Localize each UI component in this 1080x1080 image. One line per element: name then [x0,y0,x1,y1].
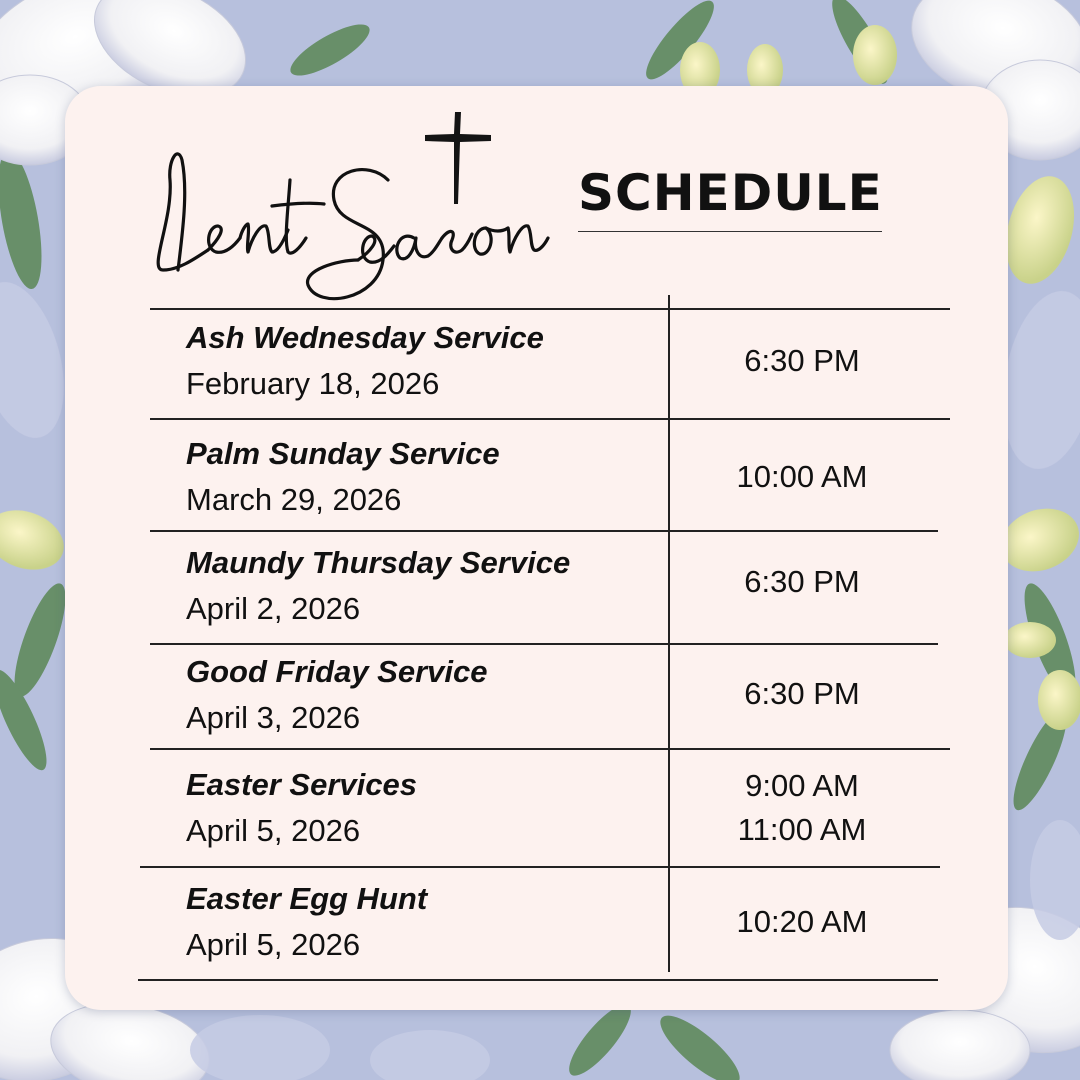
row-divider [150,418,950,420]
event-time: 6:30 PM [744,676,860,711]
lent-season-title [138,120,558,310]
event-time: 9:00 AM [745,768,859,803]
event-time: 10:00 AM [736,459,868,494]
event-time: 10:20 AM [736,904,868,939]
event-name: Maundy Thursday Service [186,545,571,580]
row-divider [150,748,950,750]
event-date: April 2, 2026 [186,591,361,626]
event-time: 6:30 PM [744,564,860,599]
cross-icon [421,108,495,208]
event-name: Ash Wednesday Service [186,320,544,355]
event-date: February 18, 2026 [186,366,440,401]
event-name: Easter Egg Hunt [186,881,428,916]
row-divider [140,866,940,868]
event-time: 11:00 AM [737,812,867,847]
schedule-heading: SCHEDULE [578,164,883,222]
event-date: April 5, 2026 [186,813,361,848]
event-time: 6:30 PM [744,343,860,378]
event-date: April 3, 2026 [186,700,361,735]
row-divider [150,308,950,310]
heading-underline [578,231,882,232]
column-divider [668,295,670,972]
event-date: March 29, 2026 [186,482,402,517]
row-divider [150,643,938,645]
event-date: April 5, 2026 [186,927,361,962]
row-divider [150,530,938,532]
row-divider [138,979,938,981]
event-name: Palm Sunday Service [186,436,500,471]
event-name: Good Friday Service [186,654,488,689]
event-name: Easter Services [186,767,417,802]
